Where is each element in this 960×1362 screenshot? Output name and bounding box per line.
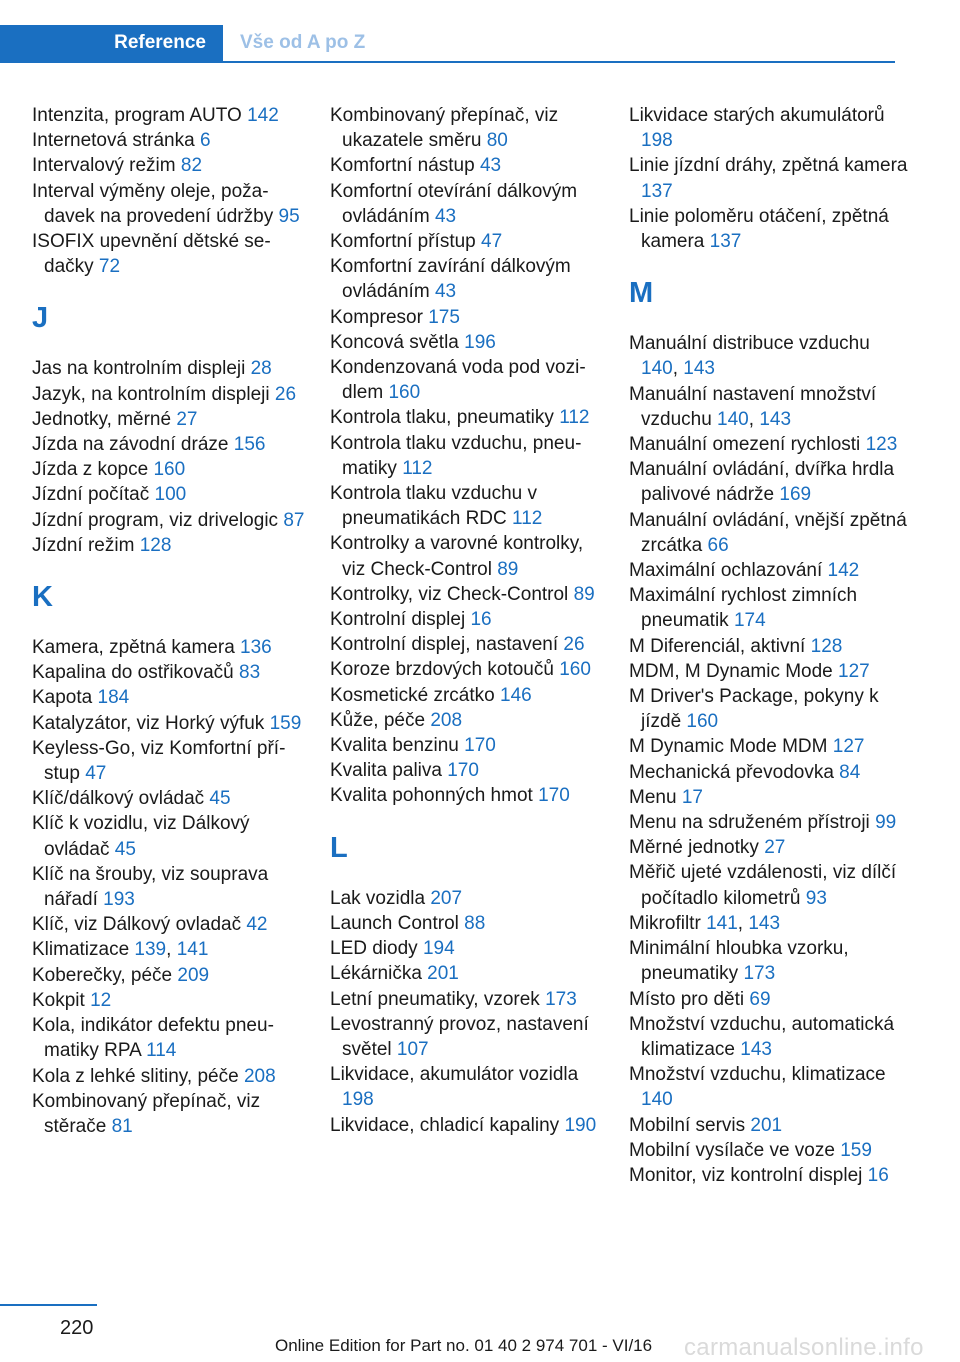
- page-link[interactable]: 159: [840, 1139, 872, 1161]
- index-column-3: [629, 103, 909, 1188]
- page-link[interactable]: 43: [434, 205, 457, 227]
- page-number: 220: [60, 1317, 94, 1339]
- page-link[interactable]: 173: [743, 963, 776, 985]
- index-entry-term: Kapalina do ostřikovačů: [32, 662, 240, 684]
- index-entry: [629, 508, 909, 558]
- index-entry: [330, 179, 610, 229]
- page-link[interactable]: 160: [686, 711, 719, 733]
- page-link[interactable]: 156: [233, 434, 266, 456]
- index-entry: [32, 988, 307, 1013]
- index-entry-term: Intervalový režim: [32, 155, 181, 177]
- index-entry: [629, 1012, 909, 1062]
- index-entry: [32, 660, 307, 685]
- index-entry-term: Linie poloměru otáčení, zpětná kamera: [629, 205, 889, 253]
- index-entry: [629, 785, 909, 810]
- page-link[interactable]: 137: [709, 231, 742, 253]
- index-entry-term: Klimatizace: [32, 939, 135, 961]
- index-entry: [32, 179, 307, 229]
- index-entry: [330, 153, 610, 178]
- page-link[interactable]: 88: [464, 912, 486, 934]
- index-entry: [629, 1113, 909, 1138]
- page-link[interactable]: 89: [573, 583, 595, 605]
- index-entry: [32, 912, 307, 937]
- index-entry-term: LED diody: [330, 938, 423, 960]
- index-entry: [629, 760, 909, 785]
- index-entry: [330, 886, 610, 911]
- index-entry: [32, 128, 307, 153]
- index-entry: Manuální nastavení množství vzduchu 140, 143: [629, 383, 877, 430]
- index-entry-term: Místo pro děti: [629, 988, 750, 1010]
- index-entry-term: Manuální nastavení množství vzduchu: [629, 383, 877, 430]
- index-entry-term: Menu: [629, 786, 682, 808]
- page-link[interactable]: 83: [239, 662, 261, 684]
- index-entry-term: Linie jízdní dráhy, zpětná kamera: [629, 155, 908, 177]
- index-entry-term: Mobilní servis: [629, 1114, 751, 1136]
- index-entry: [330, 229, 610, 254]
- page-link[interactable]: 12: [90, 989, 112, 1011]
- index-entry-term: Kondenzovaná voda pod vozidlem: [330, 357, 586, 404]
- page-link[interactable]: 170: [464, 735, 496, 757]
- page-link[interactable]: 137: [641, 180, 673, 202]
- tab-all-a-to-z[interactable]: Vše od A po Z: [240, 32, 366, 53]
- page-link[interactable]: 69: [749, 988, 771, 1010]
- index-entry-term: Kombinovaný přepínač, viz stěrače: [32, 1090, 261, 1137]
- page-link[interactable]: 146: [500, 684, 532, 706]
- index-entry: [330, 783, 610, 808]
- index-entry: [330, 632, 610, 657]
- index-entry-term: Kokpit: [32, 989, 91, 1011]
- index-entry: [32, 407, 307, 432]
- index-entry-term: Jízdní program, viz drivelogic: [32, 509, 284, 531]
- page-link[interactable]: 80: [486, 130, 508, 152]
- index-entry: [629, 1163, 909, 1188]
- index-entry: [32, 1064, 307, 1089]
- page-link[interactable]: 170: [447, 760, 479, 782]
- index-entry: [32, 457, 307, 482]
- page-link[interactable]: 43: [434, 281, 457, 303]
- index-entry: [629, 810, 909, 835]
- index-entry: [330, 305, 610, 330]
- index-entry: [330, 708, 610, 733]
- index-entry-term: Minimální hloubka vzorku, pneumatiky: [629, 938, 849, 985]
- index-entry-term: Jednotky, měrné: [32, 408, 177, 430]
- header-tabs: [0, 25, 895, 63]
- index-entry: [32, 356, 307, 381]
- page-link[interactable]: 198: [342, 1089, 374, 1111]
- index-entry: [330, 733, 610, 758]
- edition-footer: Online Edition for Part no. 01 40 2 974 701 - VI/16: [275, 1336, 653, 1355]
- index-entry-term: Jazyk, na kontrolním displeji: [32, 383, 275, 405]
- index-entry-term: Jízdní počítač: [32, 484, 155, 506]
- page-link[interactable]: 82: [180, 155, 203, 177]
- page-link[interactable]: 184: [97, 687, 130, 709]
- index-entry: [32, 711, 307, 736]
- page-link[interactable]: 143: [748, 912, 781, 934]
- page-link[interactable]: 95: [278, 205, 300, 227]
- page-link[interactable]: 26: [563, 634, 585, 656]
- page-link[interactable]: 112: [402, 457, 433, 479]
- page-link[interactable]: 169: [779, 484, 812, 506]
- index-entry: [330, 987, 610, 1012]
- index-entry: [629, 432, 909, 457]
- index-entry-term: Klíč/dálkový ovládač: [32, 788, 210, 810]
- page-link[interactable]: 47: [481, 231, 503, 253]
- index-entry-term: Lak vozidla: [330, 887, 431, 909]
- index-entry: [32, 635, 307, 660]
- tab-reference[interactable]: Reference: [0, 25, 223, 61]
- index-entry-term: Manuální ovládání, dvířka hrdla palivové nádrže: [629, 459, 895, 506]
- page-link[interactable]: 140: [717, 408, 749, 430]
- index-entry: [32, 862, 307, 912]
- index-entry: [32, 482, 307, 507]
- page-link[interactable]: 26: [274, 383, 297, 405]
- index-entry: [629, 987, 909, 1012]
- page-link[interactable]: 209: [177, 964, 210, 986]
- index-entry-term: Jízda z kopce: [32, 459, 154, 481]
- page-link[interactable]: 123: [865, 434, 898, 456]
- index-entry: [629, 583, 909, 633]
- page-link[interactable]: 28: [250, 358, 272, 380]
- page-link[interactable]: 127: [832, 736, 865, 758]
- index-entry-term: Klíč k vozidlu, viz Dálkový ovládač: [32, 813, 250, 860]
- index-letter-heading: M: [629, 277, 654, 310]
- page-link[interactable]: 143: [759, 408, 792, 430]
- index-entry-term: Koroze brzdových kotoučů: [330, 659, 560, 681]
- page-link[interactable]: 139: [134, 939, 167, 961]
- index-entry-term: Kvalita benzinu: [330, 735, 465, 757]
- index-entry-term: Keyless-Go, viz Komfortní přístup: [32, 737, 286, 785]
- index-entry-term: Manuální omezení rychlosti: [629, 434, 866, 456]
- page-link[interactable]: 196: [464, 331, 496, 353]
- index-entry-term: Levostranný provoz, nastavení světel: [330, 1013, 589, 1060]
- index-entry-term: Kontrola tlaku vzduchu v pneumatikách RDC: [330, 483, 538, 530]
- index-entry: [629, 558, 909, 583]
- index-entry-term: Klíč, viz Dálkový ovladač: [32, 914, 247, 936]
- page-link[interactable]: 140: [641, 358, 673, 380]
- index-entry: [330, 1113, 610, 1138]
- index-entry: [629, 103, 909, 153]
- page-link[interactable]: 141: [176, 939, 209, 961]
- index-entry: [629, 204, 909, 254]
- index-entry-term: Likvidace starých akumulátorů: [629, 105, 885, 126]
- page-link[interactable]: 175: [428, 306, 460, 328]
- page-link[interactable]: 66: [707, 534, 729, 556]
- index-entry-term: Maximální rychlost zimních pneumatik: [629, 585, 858, 632]
- index-entry: [32, 1089, 307, 1139]
- page-link[interactable]: 141: [706, 912, 738, 934]
- index-entry: [330, 607, 610, 632]
- index-entry: [32, 229, 307, 279]
- index-entry-term: Mechanická převodovka: [629, 761, 840, 783]
- index-entry: [330, 1062, 610, 1112]
- index-entry-term: Launch Control: [330, 912, 465, 934]
- index-entry: [330, 481, 610, 531]
- index-entry: [330, 936, 610, 961]
- page-link[interactable]: 207: [430, 887, 463, 909]
- page-link[interactable]: 140: [641, 1089, 673, 1111]
- index-entry: [629, 936, 909, 986]
- index-entry-term: Manuální distribuce vzduchu: [629, 333, 870, 355]
- index-entry-term: Komfortní zavírání dálkovým ovládáním: [330, 256, 571, 303]
- index-entry-term: Kombinovaný přepínač, viz ukazatele směru: [330, 105, 559, 152]
- page-link[interactable]: 87: [283, 509, 305, 531]
- index-entry-term: Kůže, péče: [330, 709, 431, 731]
- index-entry: [32, 736, 307, 786]
- page-link[interactable]: 193: [103, 889, 135, 911]
- page-link[interactable]: 201: [427, 963, 459, 985]
- index-entry-term: Množství vzduchu, automatická klimatizace: [629, 1013, 895, 1060]
- index-entry-term: Monitor, viz kontrolní displej: [629, 1164, 868, 1186]
- page-link[interactable]: 27: [764, 837, 786, 859]
- page-link[interactable]: 72: [98, 256, 121, 278]
- index-entry-term: Kapota: [32, 687, 98, 709]
- page-link[interactable]: 42: [246, 914, 268, 936]
- index-entry-term: Kamera, zpětná kamera: [32, 637, 241, 659]
- index-column-2: [330, 103, 610, 1138]
- index-entry-term: Likvidace, chladicí kapaliny: [330, 1114, 565, 1136]
- page-link[interactable]: 143: [683, 358, 715, 380]
- page-link[interactable]: 143: [740, 1038, 772, 1060]
- index-letter-heading: K: [32, 581, 53, 614]
- page-link[interactable]: 160: [388, 382, 421, 404]
- page-link[interactable]: 6: [199, 130, 211, 152]
- page-link[interactable]: 47: [85, 763, 107, 785]
- index-entry-term: Likvidace, akumulátor vozidla: [330, 1064, 579, 1086]
- page-link[interactable]: 160: [153, 459, 186, 481]
- index-entry: [32, 432, 307, 457]
- index-letter-heading: L: [330, 831, 348, 864]
- index-entry-term: Lékárnička: [330, 963, 428, 985]
- index-entry-term: Koncová světla: [330, 331, 465, 353]
- index-entry-term: Kvalita pohonných hmot: [330, 785, 539, 807]
- index-entry: [330, 355, 610, 405]
- page-link[interactable]: 89: [497, 558, 519, 580]
- index-entry-term: MDM, M Dynamic Mode: [629, 660, 839, 682]
- page-link[interactable]: 99: [875, 812, 897, 834]
- page-link[interactable]: 112: [512, 508, 543, 530]
- page-link[interactable]: 173: [545, 988, 577, 1010]
- page-link[interactable]: 16: [470, 609, 492, 631]
- index-entry: [330, 911, 610, 936]
- index-entry: [629, 634, 909, 659]
- index-entry-term: Kontrolky, viz Check-Control: [330, 583, 574, 605]
- index-entry: [330, 431, 610, 481]
- index-entry-term: Katalyzátor, viz Horký výfuk: [32, 712, 270, 734]
- index-entry: [629, 860, 909, 910]
- index-entry: [629, 835, 909, 860]
- index-entry-term: Kola, indikátor defektu pneumatiky RPA: [32, 1015, 274, 1062]
- index-entry-term: Kola z lehké slitiny, péče: [32, 1065, 244, 1087]
- index-entry-term: Jízda na závodní dráze: [32, 434, 234, 456]
- index-entry-term: Kontrolní displej: [330, 609, 471, 631]
- index-entry: [330, 657, 610, 682]
- index-entry: [32, 963, 307, 988]
- page-link[interactable]: 43: [479, 155, 502, 177]
- page-link[interactable]: 201: [750, 1114, 783, 1136]
- index-entry-term: ISOFIX upevnění dětské sedačky: [32, 231, 271, 278]
- index-entry: [32, 103, 307, 128]
- index-entry: [32, 508, 307, 533]
- index-entry-term: Komfortní přístup: [330, 231, 482, 253]
- page-link[interactable]: 84: [839, 761, 861, 783]
- index-entry-term: Letní pneumatiky, vzorek: [330, 988, 546, 1010]
- index-entry: Klimatizace 139, 141: [32, 939, 209, 961]
- index-entry: [330, 758, 610, 783]
- index-letter-heading: J: [32, 302, 49, 335]
- index-entry: [330, 683, 610, 708]
- index-entry: [330, 330, 610, 355]
- index-entry: [330, 1012, 610, 1062]
- index-entry-term: Kontrola tlaku vzduchu, pneumatiky: [330, 432, 582, 479]
- page-link[interactable]: 136: [240, 637, 272, 659]
- page-link[interactable]: 81: [111, 1115, 133, 1137]
- index-entry-term: Komfortní otevírání dálkovým ovládáním: [330, 180, 578, 227]
- index-entry-term: M Dynamic Mode MDM: [629, 736, 833, 758]
- page-link[interactable]: 160: [559, 659, 591, 681]
- page-link[interactable]: 198: [641, 130, 673, 152]
- index-entry: [330, 582, 610, 607]
- index-entry: Manuální distribuce vzduchu 140, 143: [629, 333, 870, 380]
- index-entry: [32, 1013, 307, 1063]
- page-link[interactable]: 128: [139, 534, 172, 556]
- page-link[interactable]: 194: [422, 938, 455, 960]
- index-entry-term: M Diferenciál, aktivní: [629, 635, 811, 657]
- index-entry-term: Jízdní režim: [32, 534, 140, 556]
- index-entry-term: Měrné jednotky: [629, 837, 765, 859]
- index-entry-term: Kontrola tlaku, pneumatiky: [330, 407, 560, 429]
- index-entry-term: Měřič ujeté vzdálenosti, viz dílčí počítadlo kilometrů: [629, 862, 897, 909]
- index-entry-term: Komfortní nástup: [330, 155, 480, 177]
- page-link[interactable]: 45: [114, 838, 136, 860]
- page-link[interactable]: 190: [564, 1114, 597, 1136]
- page-link[interactable]: 170: [538, 785, 570, 807]
- index-column-1: [32, 103, 307, 1139]
- index-entry-term: Klíč na šrouby, viz souprava nářadí: [32, 863, 269, 911]
- index-entry: [629, 153, 909, 203]
- index-entry-term: Kvalita paliva: [330, 760, 448, 782]
- index-entry: [629, 659, 909, 684]
- index-entry-term: Manuální ovládání, vnější zpětná zrcátka: [629, 509, 907, 556]
- index-entry: [330, 405, 610, 430]
- watermark: carmanualsonline.info: [684, 1334, 924, 1361]
- index-entry-term: Interval výměny oleje, požadavek na provedení údržby: [32, 180, 279, 227]
- page-link[interactable]: 159: [269, 712, 302, 734]
- index-entry: [330, 254, 610, 304]
- page-link[interactable]: 93: [805, 887, 827, 909]
- index-entry: [629, 457, 909, 507]
- index-entry: [330, 961, 610, 986]
- index-entry-term: Mikrofiltr: [629, 912, 707, 934]
- index-entry: [629, 1138, 909, 1163]
- index-entry: [629, 1062, 909, 1112]
- page-link[interactable]: 107: [396, 1038, 429, 1060]
- index-entry-term: Množství vzduchu, klimatizace: [629, 1064, 886, 1086]
- index-entry-term: Kontrolní displej, nastavení: [330, 634, 564, 656]
- index-entry-term: Intenzita, program AUTO: [32, 105, 248, 126]
- page-link[interactable]: 208: [243, 1065, 276, 1087]
- page-link[interactable]: 174: [733, 610, 766, 632]
- index-entry-term: Internetová stránka: [32, 130, 200, 152]
- index-entry-term: M Driver's Package, pokyny k jízdě: [629, 686, 879, 733]
- page-link[interactable]: 128: [810, 635, 843, 657]
- index-entry: [32, 811, 307, 861]
- index-entry: [32, 533, 307, 558]
- index-entry: Mikrofiltr 141, 143: [629, 912, 781, 934]
- page-link[interactable]: 100: [154, 484, 187, 506]
- index-entry-term: Maximální ochlazování: [629, 560, 828, 582]
- page-link[interactable]: 112: [559, 407, 590, 429]
- page-link[interactable]: 127: [838, 660, 870, 682]
- page-link[interactable]: 208: [430, 709, 463, 731]
- index-entry-term: Kosmetické zrcátko: [330, 684, 500, 706]
- index-entry: [32, 786, 307, 811]
- index-entry: [32, 382, 307, 407]
- index-entry: [629, 734, 909, 759]
- page-number-rule: [0, 1304, 97, 1306]
- index-entry: [330, 103, 610, 153]
- index-entry-term: Menu na sdruženém přístroji: [629, 812, 876, 834]
- index-entry: [32, 685, 307, 710]
- index-entry-term: Kontrolky a varovné kontrolky, viz Check-Control: [330, 533, 584, 580]
- index-entry-term: Mobilní vysílače ve voze: [629, 1139, 841, 1161]
- page-link[interactable]: 142: [827, 560, 860, 582]
- index-entry: [629, 684, 909, 734]
- page-link[interactable]: 142: [247, 105, 279, 126]
- index-entry-term: Koberečky, péče: [32, 964, 178, 986]
- page-link[interactable]: 27: [176, 408, 198, 430]
- index-entry: [330, 531, 610, 581]
- index-entry: [32, 153, 307, 178]
- index-entry-term: Kompresor: [330, 306, 429, 328]
- page-link[interactable]: 16: [867, 1164, 889, 1186]
- index-entry-term: Jas na kontrolním displeji: [32, 358, 251, 380]
- page-link[interactable]: 17: [681, 786, 703, 808]
- page-link[interactable]: 45: [209, 788, 231, 810]
- page-link[interactable]: 114: [146, 1040, 177, 1062]
